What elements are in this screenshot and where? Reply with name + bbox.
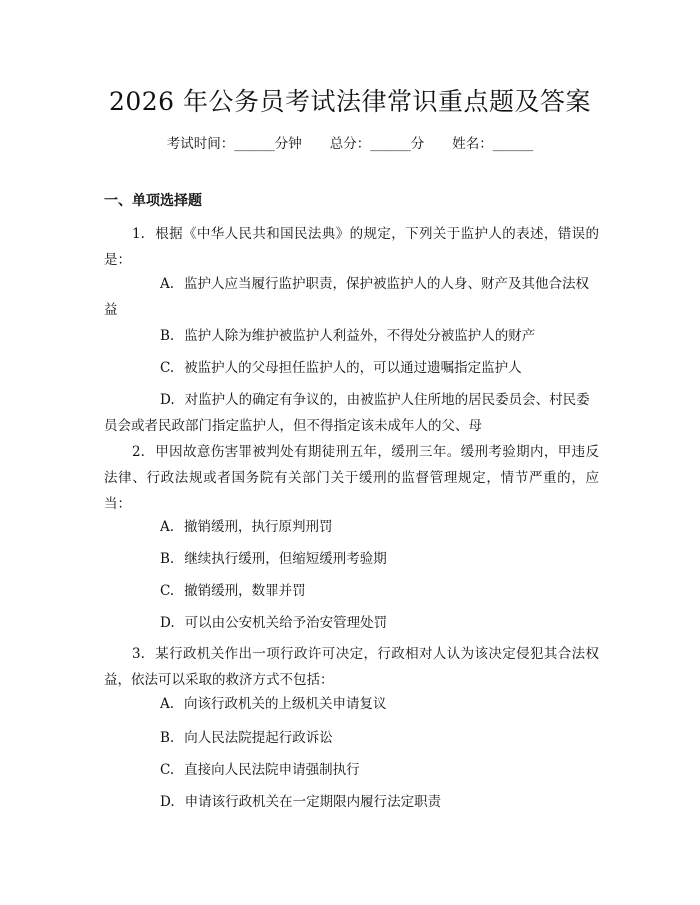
option-2a xyxy=(104,514,599,540)
question-3 xyxy=(104,641,599,693)
question-number: 2. xyxy=(132,444,145,460)
question-text: 某行政机关作出一项行政许可决定，行政相对人认为该决定侵犯其合法权益，依法可以采取的救济方式不包括： xyxy=(104,646,599,688)
option-3c xyxy=(104,757,599,783)
document-title: 2026 年公务员考试法律常识重点题及答案 xyxy=(108,87,592,116)
option-text: 继续执行缓刑，但缩短缓刑考验期 xyxy=(184,551,387,567)
section-heading: 一、单项选择题 xyxy=(104,193,202,209)
option-2b xyxy=(104,546,599,572)
question-number: 1. xyxy=(132,226,145,242)
option-letter: D. xyxy=(160,392,175,408)
option-text: 申请该行政机关在一定期限内履行法定职责 xyxy=(184,794,442,810)
option-text: 被监护人的父母担任监护人的，可以通过遗嘱指定监护人 xyxy=(184,360,522,376)
option-3d xyxy=(104,789,599,815)
name-field: 姓名：______ xyxy=(452,136,534,152)
option-text: 向该行政机关的上级机关申请复议 xyxy=(184,696,387,712)
option-letter: B. xyxy=(160,328,175,344)
option-text: 对监护人的确定有争议的，由被监护人住所地的居民委员会、村民委员会或者民政部门指定监护人，但不得指定该未成年人的父、母 xyxy=(104,392,590,434)
option-text: 监护人应当履行监护职责，保护被监护人的人身、财产及其他合法权益 xyxy=(104,276,590,318)
option-3a xyxy=(104,691,599,717)
option-text: 可以由公安机关给予治安管理处罚 xyxy=(184,615,388,631)
exam-time-field: 考试时间：______分钟 xyxy=(166,136,302,152)
question-number: 3. xyxy=(132,646,145,662)
question-text: 根据《中华人民共和国民法典》的规定，下列关于监护人的表述，错误的是： xyxy=(104,226,599,268)
option-letter: C. xyxy=(160,360,175,376)
option-text: 直接向人民法院申请强制执行 xyxy=(184,762,360,778)
option-text: 向人民法院提起行政诉讼 xyxy=(184,730,333,746)
option-letter: C. xyxy=(160,762,175,778)
option-letter: C. xyxy=(160,583,175,599)
exam-info-line xyxy=(0,132,700,152)
option-letter: B. xyxy=(160,730,175,746)
option-1c xyxy=(104,355,599,381)
question-1 xyxy=(104,221,599,273)
option-text: 撤销缓刑，执行原判刑罚 xyxy=(184,519,333,535)
option-letter: D. xyxy=(160,794,175,810)
option-letter: A. xyxy=(160,276,175,292)
option-1b xyxy=(104,323,599,349)
option-2c xyxy=(104,578,599,604)
option-1d xyxy=(104,387,599,439)
option-letter: B. xyxy=(160,551,175,567)
question-2 xyxy=(104,439,599,517)
option-2d xyxy=(104,610,599,636)
total-score-field: 总分：______分 xyxy=(329,136,425,152)
option-text: 撤销缓刑，数罪并罚 xyxy=(184,583,306,599)
option-letter: A. xyxy=(160,696,175,712)
option-letter: D. xyxy=(160,615,175,631)
option-3b xyxy=(104,725,599,751)
question-text: 甲因故意伤害罪被判处有期徒刑五年，缓刑三年。缓刑考验期内，甲违反法律、行政法规或者国务院有关部门关于缓刑的监督管理规定，情节严重的，应当： xyxy=(104,444,599,512)
option-1a xyxy=(104,271,599,323)
option-text: 监护人除为维护被监护人利益外，不得处分被监护人的财产 xyxy=(184,328,536,344)
option-letter: A. xyxy=(160,519,175,535)
